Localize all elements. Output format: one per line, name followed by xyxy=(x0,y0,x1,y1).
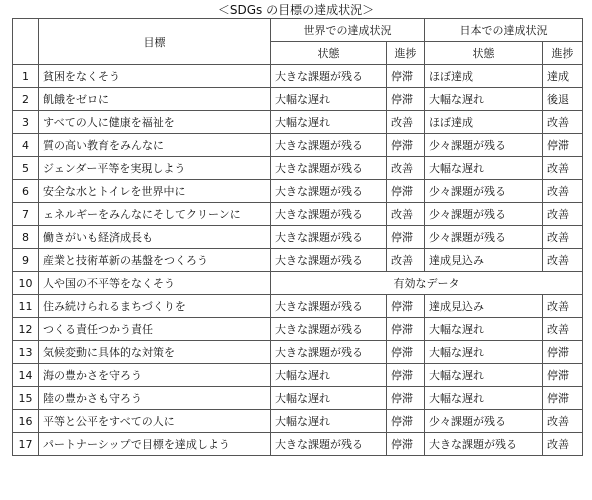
japan-progress: 改善 xyxy=(543,318,583,341)
world-progress: 停滞 xyxy=(387,387,425,410)
goal-number: 13 xyxy=(13,341,39,364)
goal-name: 飢餓をゼロに xyxy=(39,88,271,111)
goal-number: 1 xyxy=(13,65,39,88)
table-row xyxy=(13,65,583,88)
world-status: 大きな課題が残る xyxy=(271,180,387,203)
goal-number: 16 xyxy=(13,410,39,433)
japan-status: 達成見込み xyxy=(425,295,543,318)
world-progress: 改善 xyxy=(387,203,425,226)
goal-number: 2 xyxy=(13,88,39,111)
goal-name: 海の豊かさを守ろう xyxy=(39,364,271,387)
world-status: 大幅な遅れ xyxy=(271,387,387,410)
table-row xyxy=(13,295,583,318)
goal-name: 陸の豊かさも守ろう xyxy=(39,387,271,410)
japan-status: 大幅な遅れ xyxy=(425,157,543,180)
goal-number: 5 xyxy=(13,157,39,180)
header-world-status: 状態 xyxy=(271,42,387,65)
japan-progress: 改善 xyxy=(543,410,583,433)
goal-number: 10 xyxy=(13,272,39,295)
japan-status: 大幅な遅れ xyxy=(425,341,543,364)
goal-number: 12 xyxy=(13,318,39,341)
goal-name: すべての人に健康を福祉を xyxy=(39,111,271,134)
header-world-progress: 進捗 xyxy=(387,42,425,65)
goal-name: 産業と技術革新の基盤をつくろう xyxy=(39,249,271,272)
table-row xyxy=(13,341,583,364)
merged-note: 有効なデータ xyxy=(271,272,583,295)
world-progress: 停滞 xyxy=(387,88,425,111)
japan-progress: 停滞 xyxy=(543,134,583,157)
world-progress: 停滞 xyxy=(387,134,425,157)
japan-progress: 改善 xyxy=(543,295,583,318)
japan-progress: 改善 xyxy=(543,157,583,180)
table-row xyxy=(13,88,583,111)
header-japan-progress: 進捗 xyxy=(543,42,583,65)
table-row xyxy=(13,249,583,272)
table-row xyxy=(13,226,583,249)
goal-name: ジェンダー平等を実現しよう xyxy=(39,157,271,180)
table-row xyxy=(13,410,583,433)
goal-name: 住み続けられるまちづくりを xyxy=(39,295,271,318)
goal-name: 質の高い教育をみんなに xyxy=(39,134,271,157)
japan-status: 大幅な遅れ xyxy=(425,387,543,410)
table-row xyxy=(13,157,583,180)
japan-progress: 後退 xyxy=(543,88,583,111)
goal-name: 貧困をなくそう xyxy=(39,65,271,88)
world-progress: 停滞 xyxy=(387,226,425,249)
japan-progress: 改善 xyxy=(543,203,583,226)
japan-progress: 改善 xyxy=(543,180,583,203)
japan-progress: 改善 xyxy=(543,249,583,272)
table-row xyxy=(13,272,583,295)
japan-progress: 達成 xyxy=(543,65,583,88)
sdg-status-table xyxy=(12,18,583,456)
table-row xyxy=(13,433,583,456)
goal-name: ェネルギーをみんなにそしてクリーンに xyxy=(39,203,271,226)
goal-name: パートナーシップで目標を達成しよう xyxy=(39,433,271,456)
japan-status: 大幅な遅れ xyxy=(425,88,543,111)
world-progress: 停滞 xyxy=(387,180,425,203)
world-status: 大きな課題が残る xyxy=(271,318,387,341)
table-row xyxy=(13,203,583,226)
japan-status: 少々課題が残る xyxy=(425,134,543,157)
japan-status: 少々課題が残る xyxy=(425,180,543,203)
japan-status: 少々課題が残る xyxy=(425,203,543,226)
table-row xyxy=(13,111,583,134)
header-japan: 日本での達成状況 xyxy=(425,19,583,42)
goal-number: 14 xyxy=(13,364,39,387)
japan-status: 大幅な遅れ xyxy=(425,318,543,341)
japan-status: 達成見込み xyxy=(425,249,543,272)
world-progress: 停滞 xyxy=(387,65,425,88)
japan-status: 大きな課題が残る xyxy=(425,433,543,456)
goal-number: 11 xyxy=(13,295,39,318)
table-caption: ＜SDGs の目標の達成状況＞ xyxy=(217,3,375,17)
table-row xyxy=(13,134,583,157)
world-status: 大幅な遅れ xyxy=(271,364,387,387)
goal-name: 安全な水とトイレを世界中に xyxy=(39,180,271,203)
world-progress: 停滞 xyxy=(387,364,425,387)
goal-number: 8 xyxy=(13,226,39,249)
world-status: 大きな課題が残る xyxy=(271,226,387,249)
japan-progress: 改善 xyxy=(543,433,583,456)
header-japan-status: 状態 xyxy=(425,42,543,65)
world-status: 大幅な遅れ xyxy=(271,410,387,433)
table-row xyxy=(13,387,583,410)
world-progress: 改善 xyxy=(387,111,425,134)
japan-status: 少々課題が残る xyxy=(425,410,543,433)
japan-progress: 停滞 xyxy=(543,341,583,364)
goal-name: 平等と公平をすべての人に xyxy=(39,410,271,433)
goal-name: 働きがいも経済成長も xyxy=(39,226,271,249)
world-progress: 停滞 xyxy=(387,295,425,318)
world-status: 大きな課題が残る xyxy=(271,134,387,157)
world-status: 大幅な遅れ xyxy=(271,88,387,111)
world-progress: 停滞 xyxy=(387,318,425,341)
goal-number: 3 xyxy=(13,111,39,134)
table-row xyxy=(13,364,583,387)
world-status: 大きな課題が残る xyxy=(271,157,387,180)
goal-name: つくる責任つかう責任 xyxy=(39,318,271,341)
world-status: 大きな課題が残る xyxy=(271,249,387,272)
header-row-top xyxy=(13,19,583,42)
world-progress: 改善 xyxy=(387,249,425,272)
japan-progress: 改善 xyxy=(543,111,583,134)
japan-progress: 停滞 xyxy=(543,387,583,410)
world-progress: 停滞 xyxy=(387,433,425,456)
world-status: 大きな課題が残る xyxy=(271,341,387,364)
table-body xyxy=(13,65,583,456)
world-status: 大きな課題が残る xyxy=(271,203,387,226)
goal-number: 9 xyxy=(13,249,39,272)
japan-status: ほぼ達成 xyxy=(425,65,543,88)
goal-number: 15 xyxy=(13,387,39,410)
world-status: 大きな課題が残る xyxy=(271,65,387,88)
world-progress: 改善 xyxy=(387,157,425,180)
table-row xyxy=(13,180,583,203)
header-goal: 目標 xyxy=(39,19,271,65)
table-row xyxy=(13,318,583,341)
japan-status: ほぼ達成 xyxy=(425,111,543,134)
goal-name: 人や国の不平等をなくそう xyxy=(39,272,271,295)
japan-progress: 改善 xyxy=(543,226,583,249)
goal-name: 気候変動に具体的な対策を xyxy=(39,341,271,364)
header-number xyxy=(13,19,39,65)
world-progress: 停滞 xyxy=(387,410,425,433)
japan-progress: 停滞 xyxy=(543,364,583,387)
world-status: 大きな課題が残る xyxy=(271,295,387,318)
world-status: 大幅な遅れ xyxy=(271,111,387,134)
header-world: 世界での達成状況 xyxy=(271,19,425,42)
goal-number: 6 xyxy=(13,180,39,203)
goal-number: 7 xyxy=(13,203,39,226)
world-status: 大きな課題が残る xyxy=(271,433,387,456)
japan-status: 大幅な遅れ xyxy=(425,364,543,387)
world-progress: 停滞 xyxy=(387,341,425,364)
japan-status: 少々課題が残る xyxy=(425,226,543,249)
goal-number: 4 xyxy=(13,134,39,157)
goal-number: 17 xyxy=(13,433,39,456)
